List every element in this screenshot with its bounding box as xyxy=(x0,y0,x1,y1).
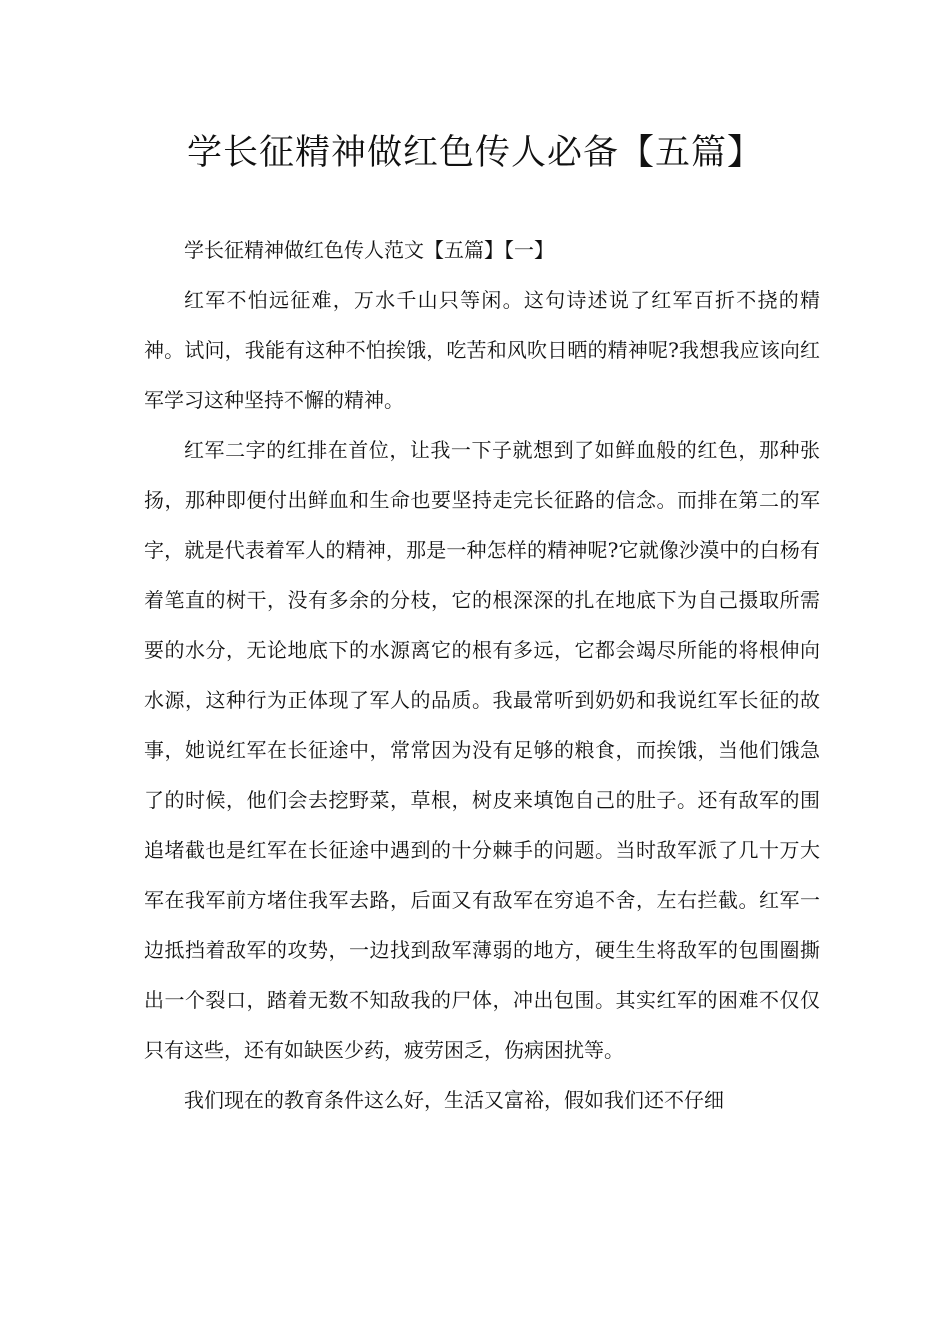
paragraph-1: 红军不怕远征难，万水千山只等闲。这句诗述说了红军百折不挠的精神。试问，我能有这种不怕挨饿，吃苦和风吹日晒的精神呢?我想我应该向红军学习这种坚持不懈的精神。 xyxy=(144,288,820,412)
document-title: 学长征精神做红色传人必备【五篇】 xyxy=(186,133,763,173)
paragraph-2: 红军二字的红排在首位，让我一下子就想到了如鲜血般的红色，那种张扬，那种即便付出鲜血和生命也要坚持走完长征路的信念。而排在第二的军字，就是代表着军人的精神，那是一种怎样的精神呢?它就像沙漠中的白杨有着笔直的树干，没有多余的分枝，它的根深深的扎在地底下为自己摄取所需要的水分，无论地底下的水源离它的根有多远，它都会竭尽所能的将根伸向水源，这种行为正体现了军人的品质。我最常听到奶奶和我说红军长征的故事，她说红军在长征途中，常常因为没有足够的粮食，而挨饿，当他们饿急了的时候，他们会去挖野菜，草根，树皮来填饱自己的肚子。还有敌军的围追堵截也是红军在长征途中遇到的十分棘手的问题。当时敌军派了几十万大军在我军前方堵住我军去路，后面又有敌军在穷追不舍，左右拦截。红军一边抵挡着敌军的攻势，一边找到敌军薄弱的地方，硬生生将敌军的包围圈撕出一个裂口，踏着无数不知敌我的尸体，冲出包围。其实红军的困难不仅仅只有这些，还有如缺医少药，疲劳困乏，伤病困扰等。 xyxy=(144,438,820,1062)
paragraph-3: 我们现在的教育条件这么好，生活又富裕，假如我们还不仔细 xyxy=(184,1088,724,1112)
section-heading: 学长征精神做红色传人范文【五篇】【一】 xyxy=(184,238,554,262)
document-body xyxy=(144,225,820,1125)
